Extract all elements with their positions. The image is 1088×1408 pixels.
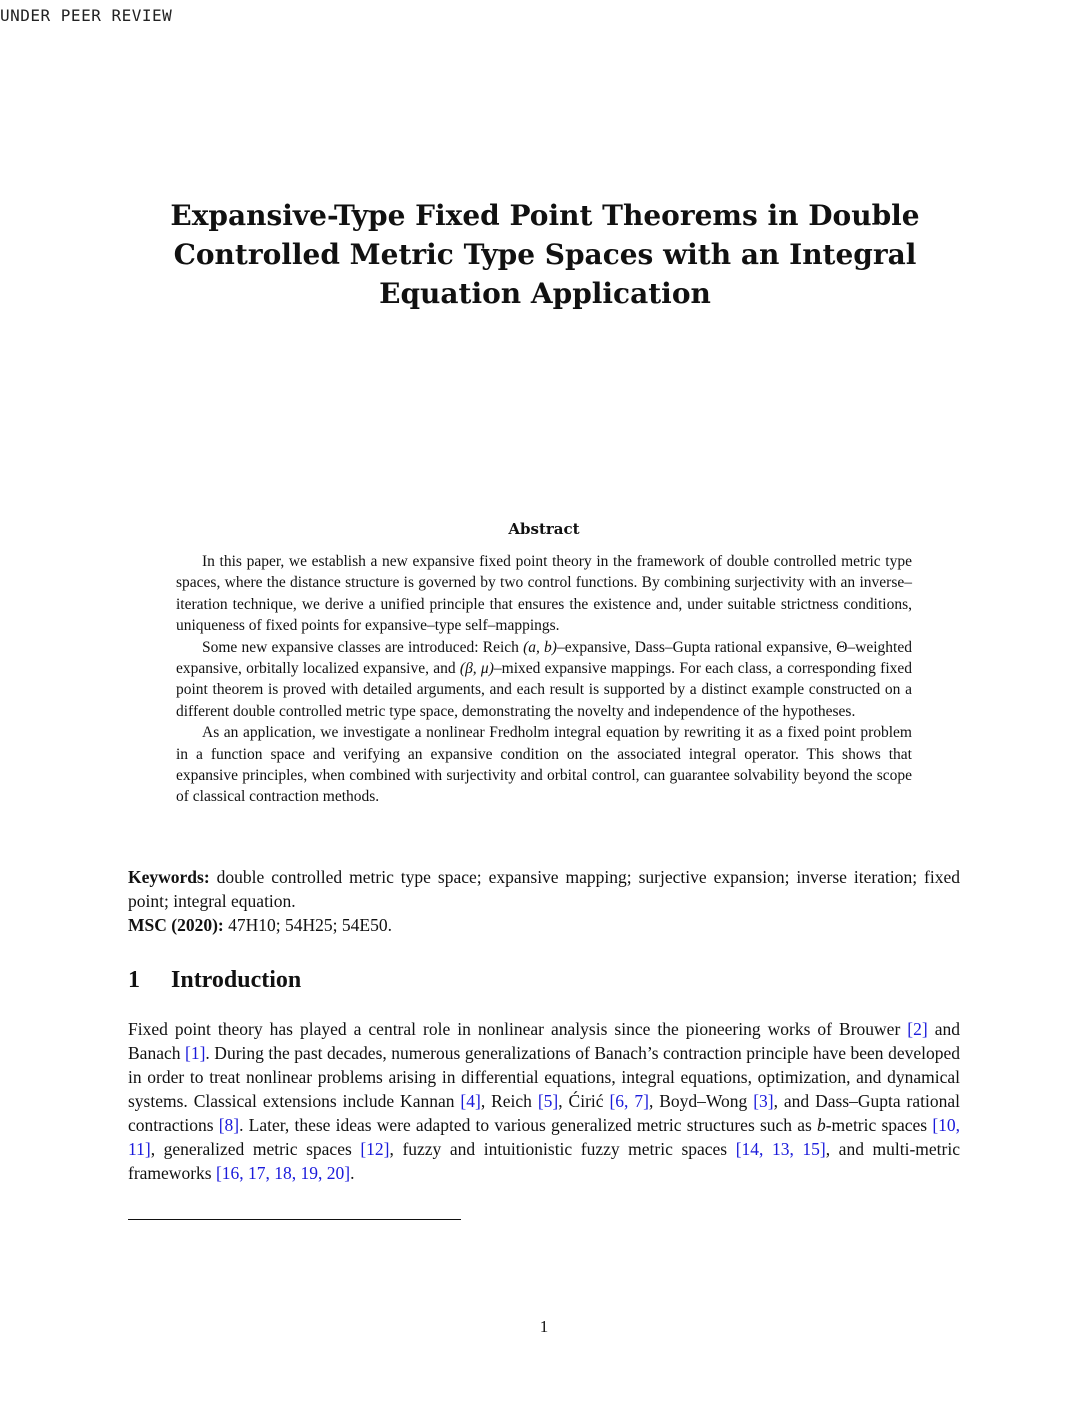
citation-link[interactable]: [4]	[460, 1091, 481, 1111]
intro-text: , fuzzy and intuitionistic fuzzy metric spaces	[389, 1139, 736, 1159]
abstract-text: Some new expansive classes are introduced: Reich	[202, 638, 524, 656]
citation-link[interactable]: [3]	[753, 1091, 774, 1111]
intro-text: , and Dass–Gupta rational contractions	[128, 1091, 961, 1135]
abstract-paragraph-1: In this paper, we establish a new expansive fixed point theory in the framework of double controlled metric type spaces, where the distance structure is governed by two control functions. By combining surjectivity with an inverse–iteration technique, we derive a unified principle that ensures the existence and, under suitable strictness conditions, uniqueness of fixed points for expansive–type self–mappings.	[176, 553, 912, 635]
abstract-text: –expansive, Dass–Gupta rational expansive, Θ–weighted expansive, orbitally localized expansive, and	[176, 638, 912, 678]
citation-link[interactable]: [5]	[537, 1091, 559, 1111]
abstract-paragraph-2	[176, 637, 912, 723]
citation-link[interactable]: [14, 13, 15]	[735, 1139, 826, 1159]
review-watermark: UNDER PEER REVIEW	[0, 6, 173, 25]
intro-paragraph	[128, 1017, 960, 1185]
intro-text: , and multi-metric frameworks	[128, 1139, 960, 1183]
intro-text: , Boyd–Wong	[648, 1091, 754, 1111]
section-heading-introduction	[128, 967, 301, 994]
abstract-text: –mixed expansive mappings. For each class, a corresponding fixed point theorem is proved with detailed arguments, and each result is supported by a distinct example constructed on a different double controlled metric type space, demonstrating the novelty and independence of the hypotheses.	[176, 660, 913, 720]
math-beta-mu: (β, μ)	[459, 660, 494, 678]
page-number: 1	[539, 1317, 549, 1336]
intro-text: . During the past decades, numerous generalizations of Banach’s contraction principle have been developed in order to treat nonlinear problems arising in differential equations, integral equations, optimization, and dynamical systems. Classical extensions include Kannan	[128, 1043, 960, 1111]
footnote-rule	[128, 1219, 461, 1220]
keywords-line	[128, 865, 960, 913]
intro-text: Fixed point theory has played a central role in nonlinear analysis since the pioneering works of Brouwer	[128, 1019, 908, 1039]
citation-link[interactable]: [6, 7]	[609, 1091, 649, 1111]
abstract-paragraph-3: As an application, we investigate a nonlinear Fredholm integral equation by rewriting it as a fixed point problem in a function space and verifying an expansive condition on the associated integral operator. This shows that expansive principles, when combined with surjectivity and orbital control, can guarantee solvability beyond the scope of classical contraction methods.	[176, 724, 912, 806]
abstract-body	[176, 551, 912, 808]
intro-text: , generalized metric spaces	[150, 1139, 361, 1159]
msc-text: 47H10; 54H25; 54E50.	[228, 915, 392, 935]
math-b: b	[816, 1115, 826, 1135]
citation-link[interactable]: [1]	[185, 1043, 206, 1063]
introduction-body	[128, 1017, 960, 1185]
abstract-heading: Abstract	[508, 520, 580, 538]
paper-title: Expansive-Type Fixed Point Theorems in Double Controlled Metric Type Spaces with an Integral Equation Application	[170, 199, 920, 310]
intro-text: , Reich	[480, 1091, 538, 1111]
citation-link[interactable]: [16, 17, 18, 19, 20]	[215, 1163, 351, 1183]
citation-link[interactable]: [2]	[907, 1019, 928, 1039]
keywords-block	[128, 865, 960, 937]
citation-link[interactable]: [8]	[218, 1115, 240, 1135]
keywords-text: double controlled metric type space; expansive mapping; surjective expansion; inverse iteration; fixed point; integral equation.	[128, 867, 960, 911]
intro-text: and Banach	[128, 1019, 960, 1063]
citation-link[interactable]: [12]	[360, 1139, 390, 1159]
math-ab: (a, b)	[523, 638, 557, 656]
section-title: Introduction	[171, 967, 302, 993]
msc-line	[128, 913, 960, 937]
keywords-label: Keywords:	[128, 867, 210, 887]
intro-text: . Later, these ideas were adapted to various generalized metric structures such as	[239, 1115, 817, 1135]
intro-text: , Ćirić	[558, 1091, 610, 1111]
intro-text: .	[350, 1163, 355, 1183]
intro-text: -metric spaces	[825, 1115, 933, 1135]
citation-link[interactable]: [10, 11]	[128, 1115, 961, 1159]
section-number: 1	[128, 967, 140, 993]
msc-label: MSC (2020):	[128, 915, 224, 935]
